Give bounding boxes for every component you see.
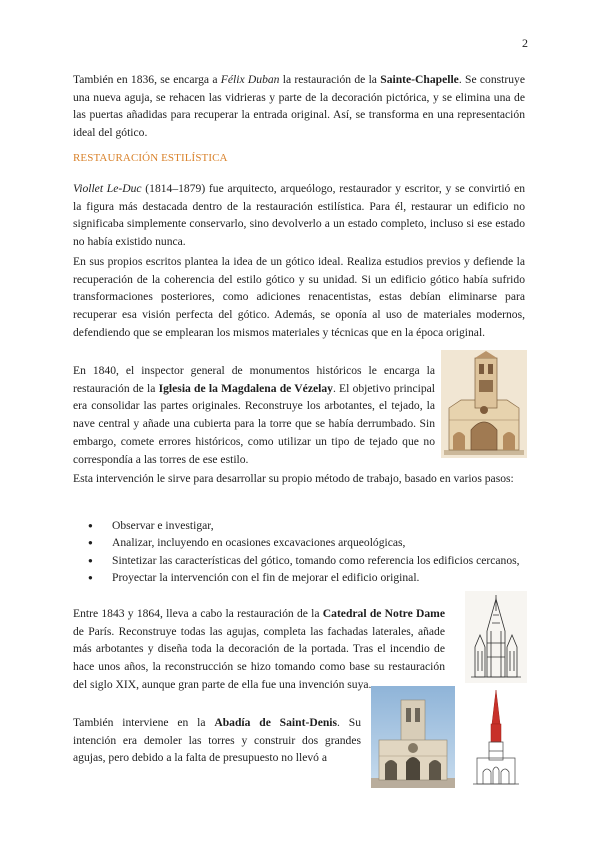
notredame-paragraph: Entre 1843 y 1864, lleva a cabo la restauración de la Catedral de Notre Dame de París. Reconstruye todas las agujas, completa las fachadas laterales, añade más arbotantes y diseña toda la decoración de la portada. Tras el incendio de hace unos años, la reconstrucción se hizo tomando como base su restauración del siglo XIX, aunque gran parte de ella fue una invención suya. [73, 607, 445, 691]
saintdenis-photo [371, 686, 455, 788]
list-item: ● Analizar, incluyendo en ocasiones excavaciones arqueológicas, [88, 534, 525, 551]
saintdenis-spire-drawing [465, 688, 527, 788]
saintdenis-paragraph: También interviene en la Abadía de Saint-Denis. Su intención era demoler las torres y construir dos grandes agujas, pero debido a la falta de presupuesto no llevó a [73, 716, 361, 765]
intro-paragraph: También en 1836, se encarga a Félix Duban la restauración de la Sainte-Chapelle. Se construye una nueva aguja, se rehacen las vidrieras y parte de la decoración pictórica, y se elimina una de las puertas añadidas para recuperar la entrada original. Así, se transforma en una representación ideal del gótico. [73, 73, 525, 140]
duban-name: Félix Duban [220, 73, 280, 86]
method-paragraph: Esta intervención le sirve para desarrollar su propio método de trabajo, basado en varios pasos: [73, 472, 514, 485]
page-number: 2 [522, 36, 528, 50]
viollet-paragraph: Viollet Le-Duc (1814–1879) fue arquitecto, arqueólogo, restaurador y escritor, y se convirtió en la figura más destacada dentro de la restauración estilística. Para él, restaurar un edificio no significaba simplemente conservarlo, sino devolverlo a un estado completo, incluso si ese estado no había existido nunca. [73, 182, 526, 249]
notredame-cathedral: Catedral de Notre Dame [322, 607, 445, 620]
section-heading: RESTAURACIÓN ESTILÍSTICA [73, 152, 228, 164]
sainte-chapelle: Sainte-Chapelle [380, 73, 459, 86]
list-item: ● Proyectar la intervención con el fin de mejorar el edificio original. [88, 569, 525, 586]
vezelay-church: Iglesia de la Magdalena de Vézelay [158, 381, 333, 395]
method-steps-list [88, 517, 525, 587]
list-item: ● Sintetizar las características del gótico, tomando como referencia los edificios cercanos, [88, 552, 525, 569]
writings-paragraph: En sus propios escritos plantea la idea de un gótico ideal. Realiza estudios previos y defiende la recuperación de la coherencia del estilo gótico y su unidad. Si un edificio gótico había sufrido transformaciones posteriores, como adiciones renacentistas, estas debían eliminarse para recuperar esa visión perfecta del gótico. Además, se oponía al uso de materiales modernos, defendiendo que se emplearan los mismos materiales y técnicas que en la época original. [73, 255, 525, 339]
list-item: ● Observar e investigar, [88, 517, 525, 534]
saintdenis-abbey: Abadía de Saint-Denis [214, 716, 338, 729]
vezelay-paragraph: En 1840, el inspector general de monumentos históricos le encarga la restauración de la Iglesia de la Magdalena de Vézelay. El objetivo principal era consolidar las partes originales. Reconstruye los arbotantes, el tejado, la nave central y añade una cubierta para la torre que se había derrumbado. Sin embargo, comete errores históricos, como utilizar un tipo de tejado que no correspondía a las torres de ese estilo. [73, 364, 435, 466]
viollet-name: Viollet Le-Duc [73, 182, 142, 195]
notredame-spire-sketch [465, 591, 527, 683]
vezelay-facade-drawing [441, 350, 527, 458]
